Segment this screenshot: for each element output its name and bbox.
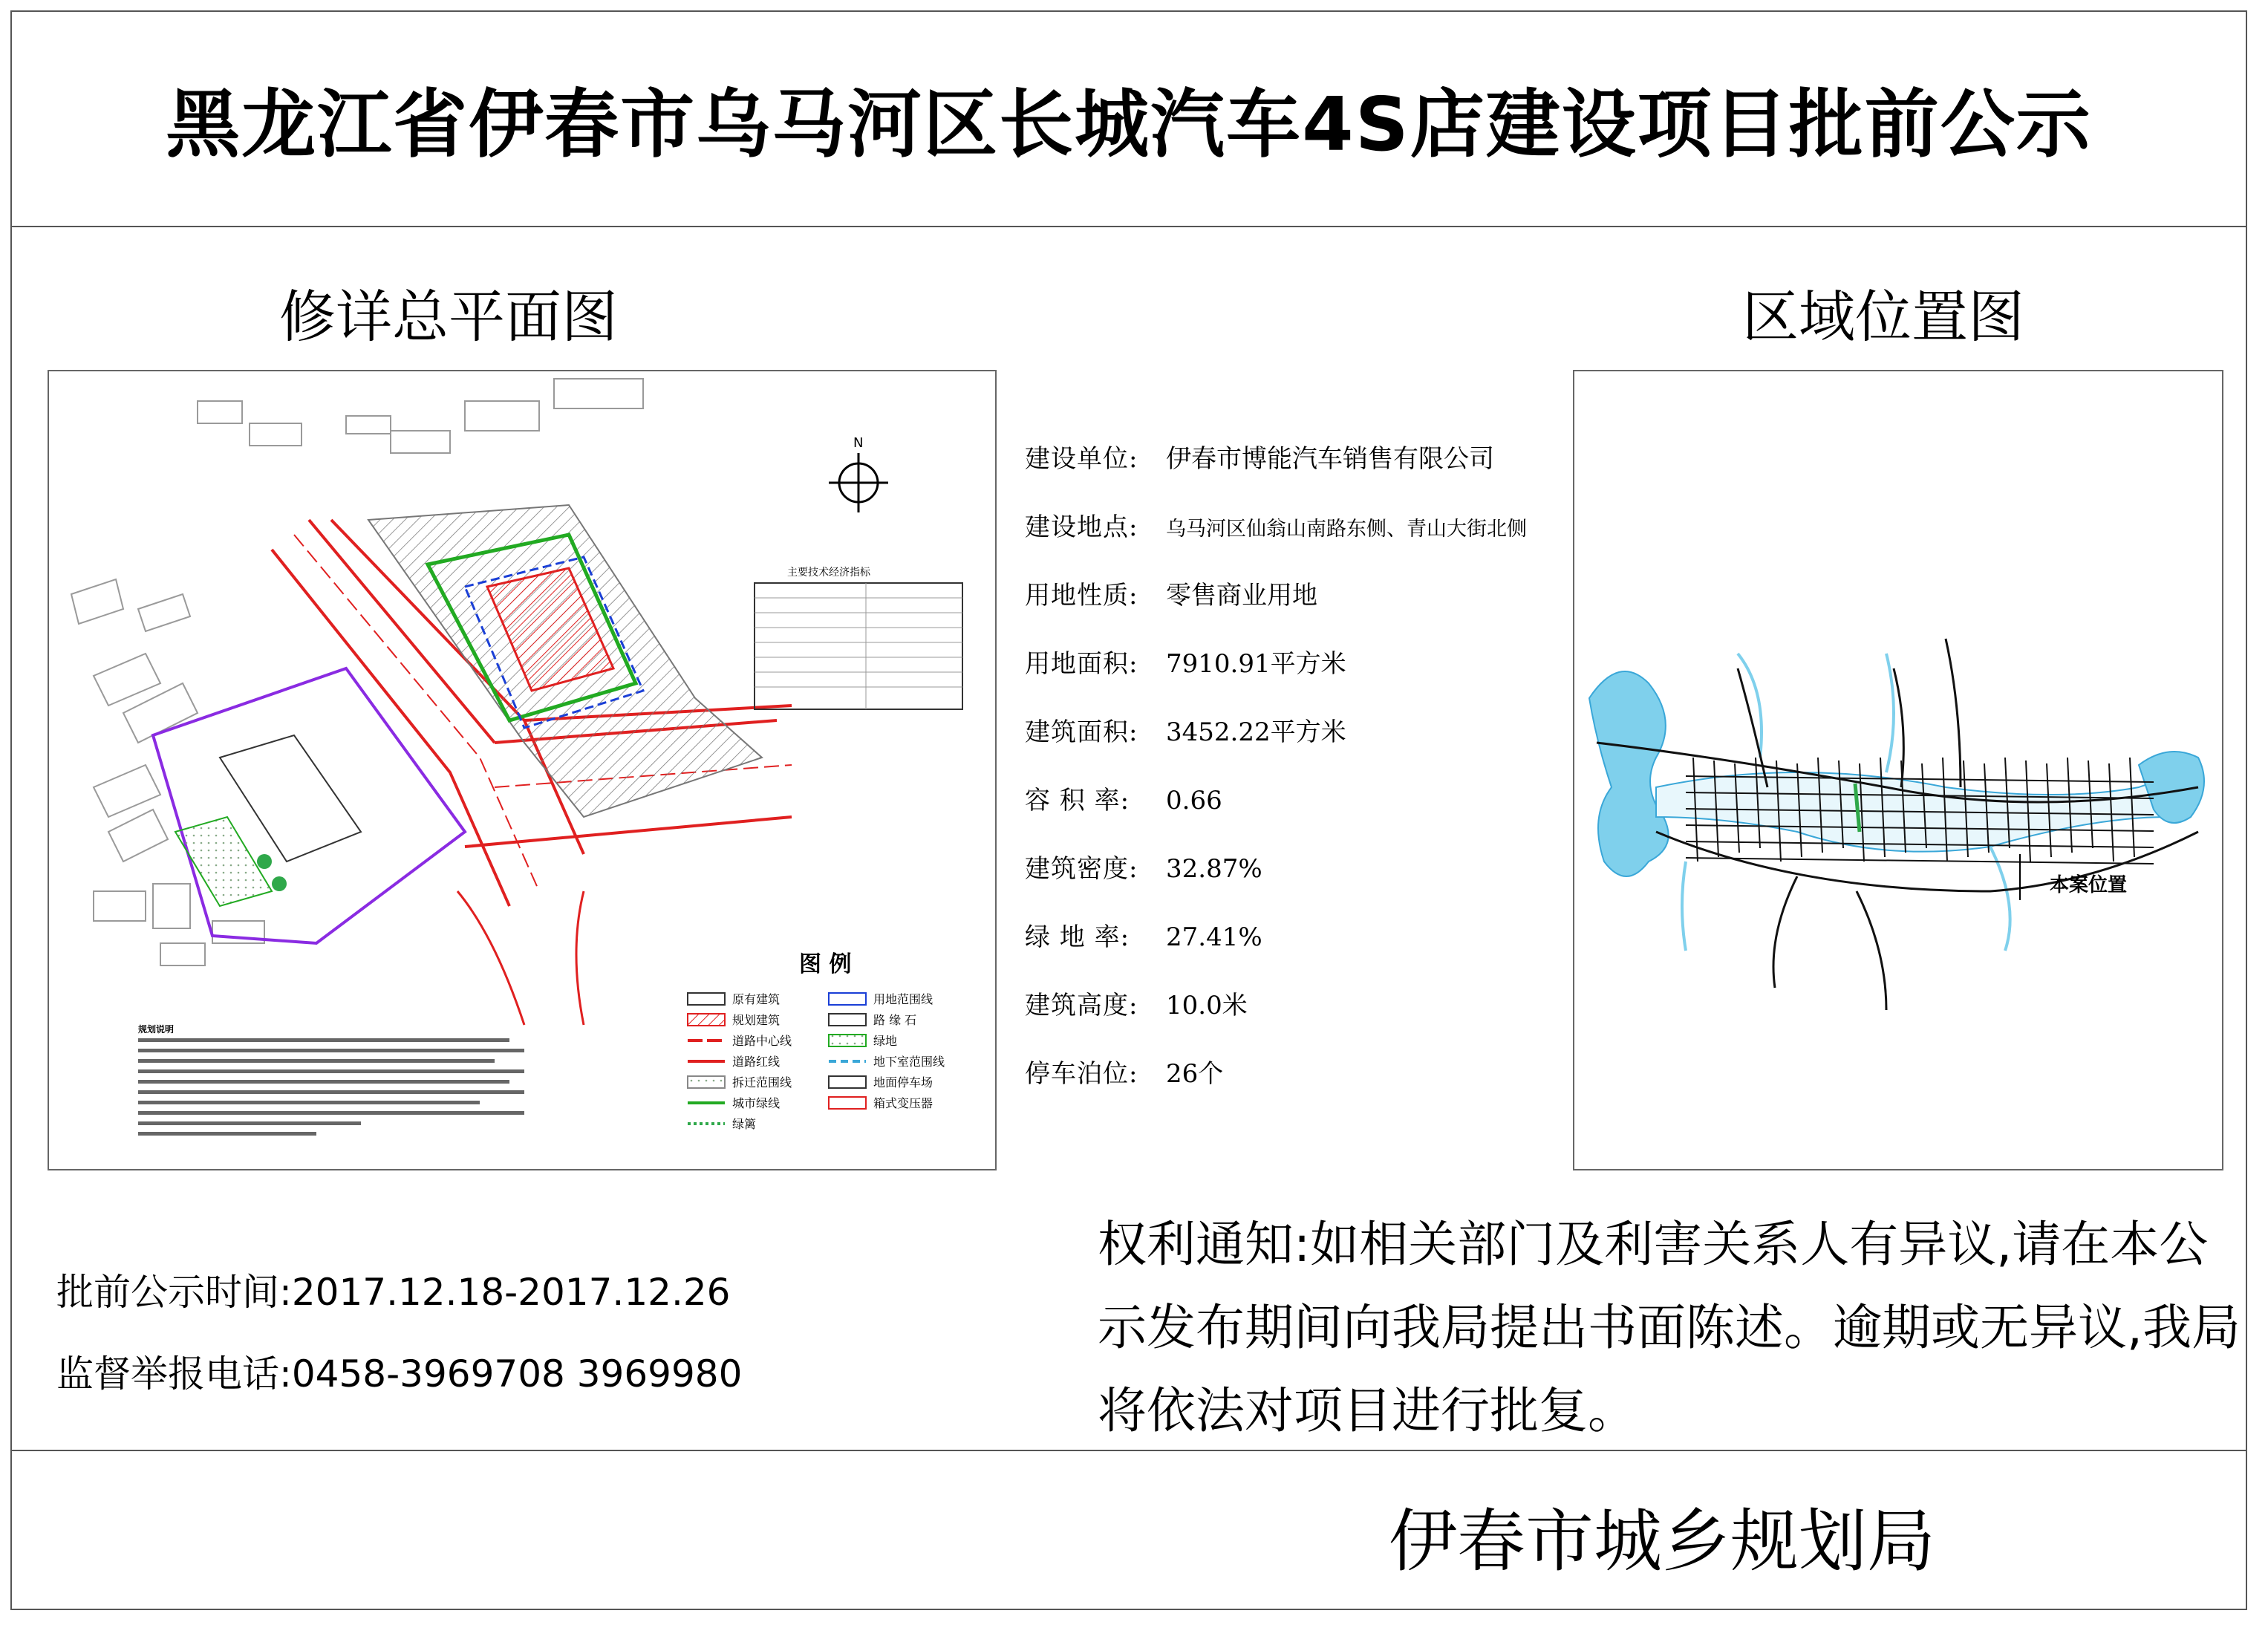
site-plan-heading: 修详总平面图: [279, 284, 618, 350]
report-phone: [56, 1344, 742, 1398]
info-row: [1025, 643, 1346, 680]
legend-swatch: [688, 993, 725, 1005]
info-row: [1025, 780, 1222, 816]
info-value: 7910.91平方米: [1166, 649, 1346, 679]
tree: [272, 876, 287, 891]
legend-swatch: [688, 1076, 725, 1088]
region-map-panel: [1573, 370, 2223, 1170]
legend-label: 绿地: [873, 1034, 898, 1048]
legend: [688, 951, 945, 1131]
legend-swatch: [688, 1014, 725, 1026]
info-row: [1025, 438, 1494, 475]
info-row: [1025, 848, 1262, 885]
planning-notes: [137, 1023, 524, 1136]
info-label: 建设地点:: [1025, 512, 1138, 542]
info-value: 乌马河区仙翁山南路东侧、青山大街北侧: [1166, 518, 1527, 541]
info-label: 用地性质:: [1025, 581, 1138, 610]
site-plan-drawing: [49, 371, 995, 1169]
rights-notice: 权利通知:如相关部门及利害关系人有异议,请在本公示发布期间向我局提出书面陈述。逾期或无异议,我局将依法对项目进行批复。: [1098, 1216, 2241, 1439]
legend-label: 道路中心线: [732, 1034, 792, 1048]
legend-title: 图 例: [799, 951, 852, 977]
legend-label: 城市绿线: [732, 1096, 781, 1110]
publicity-period-value: 2017.12.18-2017.12.26: [291, 1271, 731, 1314]
info-value: 10.0米: [1166, 991, 1248, 1020]
report-phone-label: 监督举报电话:: [56, 1352, 292, 1396]
info-row: [1025, 1053, 1223, 1090]
legend-label: 用地范围线: [873, 992, 933, 1006]
info-label: 用地面积:: [1025, 649, 1138, 679]
intersection-curves: [457, 891, 584, 1025]
site-plan-panel: [48, 370, 997, 1170]
title-divider: [10, 226, 2247, 227]
legend-swatch: [829, 1076, 866, 1088]
info-value: 零售商业用地: [1166, 581, 1317, 610]
legend-swatch: [829, 993, 866, 1005]
north-arrow: [829, 435, 888, 512]
info-value: 3452.22平方米: [1166, 717, 1346, 747]
econ-table: [755, 566, 962, 709]
legend-label: 原有建筑: [732, 992, 781, 1006]
legend-label: 道路红线: [732, 1055, 781, 1069]
region-map-drawing: [1574, 371, 2222, 1169]
info-row: [1025, 575, 1317, 611]
legend-swatch: [829, 1035, 866, 1046]
info-row: [1025, 507, 1527, 543]
info-label: 建设单位:: [1025, 444, 1138, 474]
info-value: 伊春市博能汽车销售有限公司: [1166, 444, 1494, 474]
info-label: 建筑高度:: [1025, 991, 1138, 1020]
legend-swatch: [829, 1097, 866, 1109]
publicity-period-label: 批前公示时间:: [56, 1271, 292, 1314]
info-value: 32.87%: [1166, 854, 1262, 884]
info-row: [1025, 711, 1346, 748]
info-value: 27.41%: [1166, 922, 1262, 952]
legend-label: 地下室范围线: [873, 1055, 945, 1069]
info-value: 26个: [1166, 1059, 1224, 1089]
notes-title: 规划说明: [138, 1024, 175, 1035]
report-phone-value: 0458-3969708 3969980: [291, 1352, 743, 1396]
legend-label: 拆迁范围线: [732, 1075, 792, 1090]
region-map-heading: 区域位置图: [1742, 284, 2024, 350]
publicity-period: [56, 1263, 730, 1316]
legend-swatch: [829, 1014, 866, 1026]
legend-label: 箱式变压器: [873, 1096, 933, 1110]
site-location-label: 本案位置: [2050, 874, 2128, 896]
legend-label: 地面停车场: [873, 1075, 933, 1090]
econ-table-title: 主要技术经济指标: [787, 567, 870, 579]
info-label: 建筑面积:: [1025, 717, 1138, 747]
legend-label: 绿篱: [732, 1117, 757, 1131]
info-row: [1025, 985, 1248, 1021]
legend-label: 规划建筑: [732, 1013, 781, 1027]
info-label: 绿 地 率:: [1025, 922, 1130, 952]
river-water: [1589, 654, 2204, 951]
info-label: 停车泊位:: [1025, 1059, 1138, 1089]
info-label: 容 积 率:: [1025, 786, 1130, 815]
info-row: [1025, 916, 1262, 953]
info-value: 0.66: [1166, 786, 1222, 815]
north-label: N: [853, 435, 864, 451]
legend-label: 路 缘 石: [873, 1013, 917, 1027]
page-title: 黑龙江省伊春市乌马河区长城汽车4S店建设项目批前公示: [166, 81, 2092, 168]
info-label: 建筑密度:: [1025, 854, 1138, 884]
tree: [257, 854, 272, 869]
issuing-agency: 伊春市城乡规划局: [1389, 1502, 1936, 1581]
